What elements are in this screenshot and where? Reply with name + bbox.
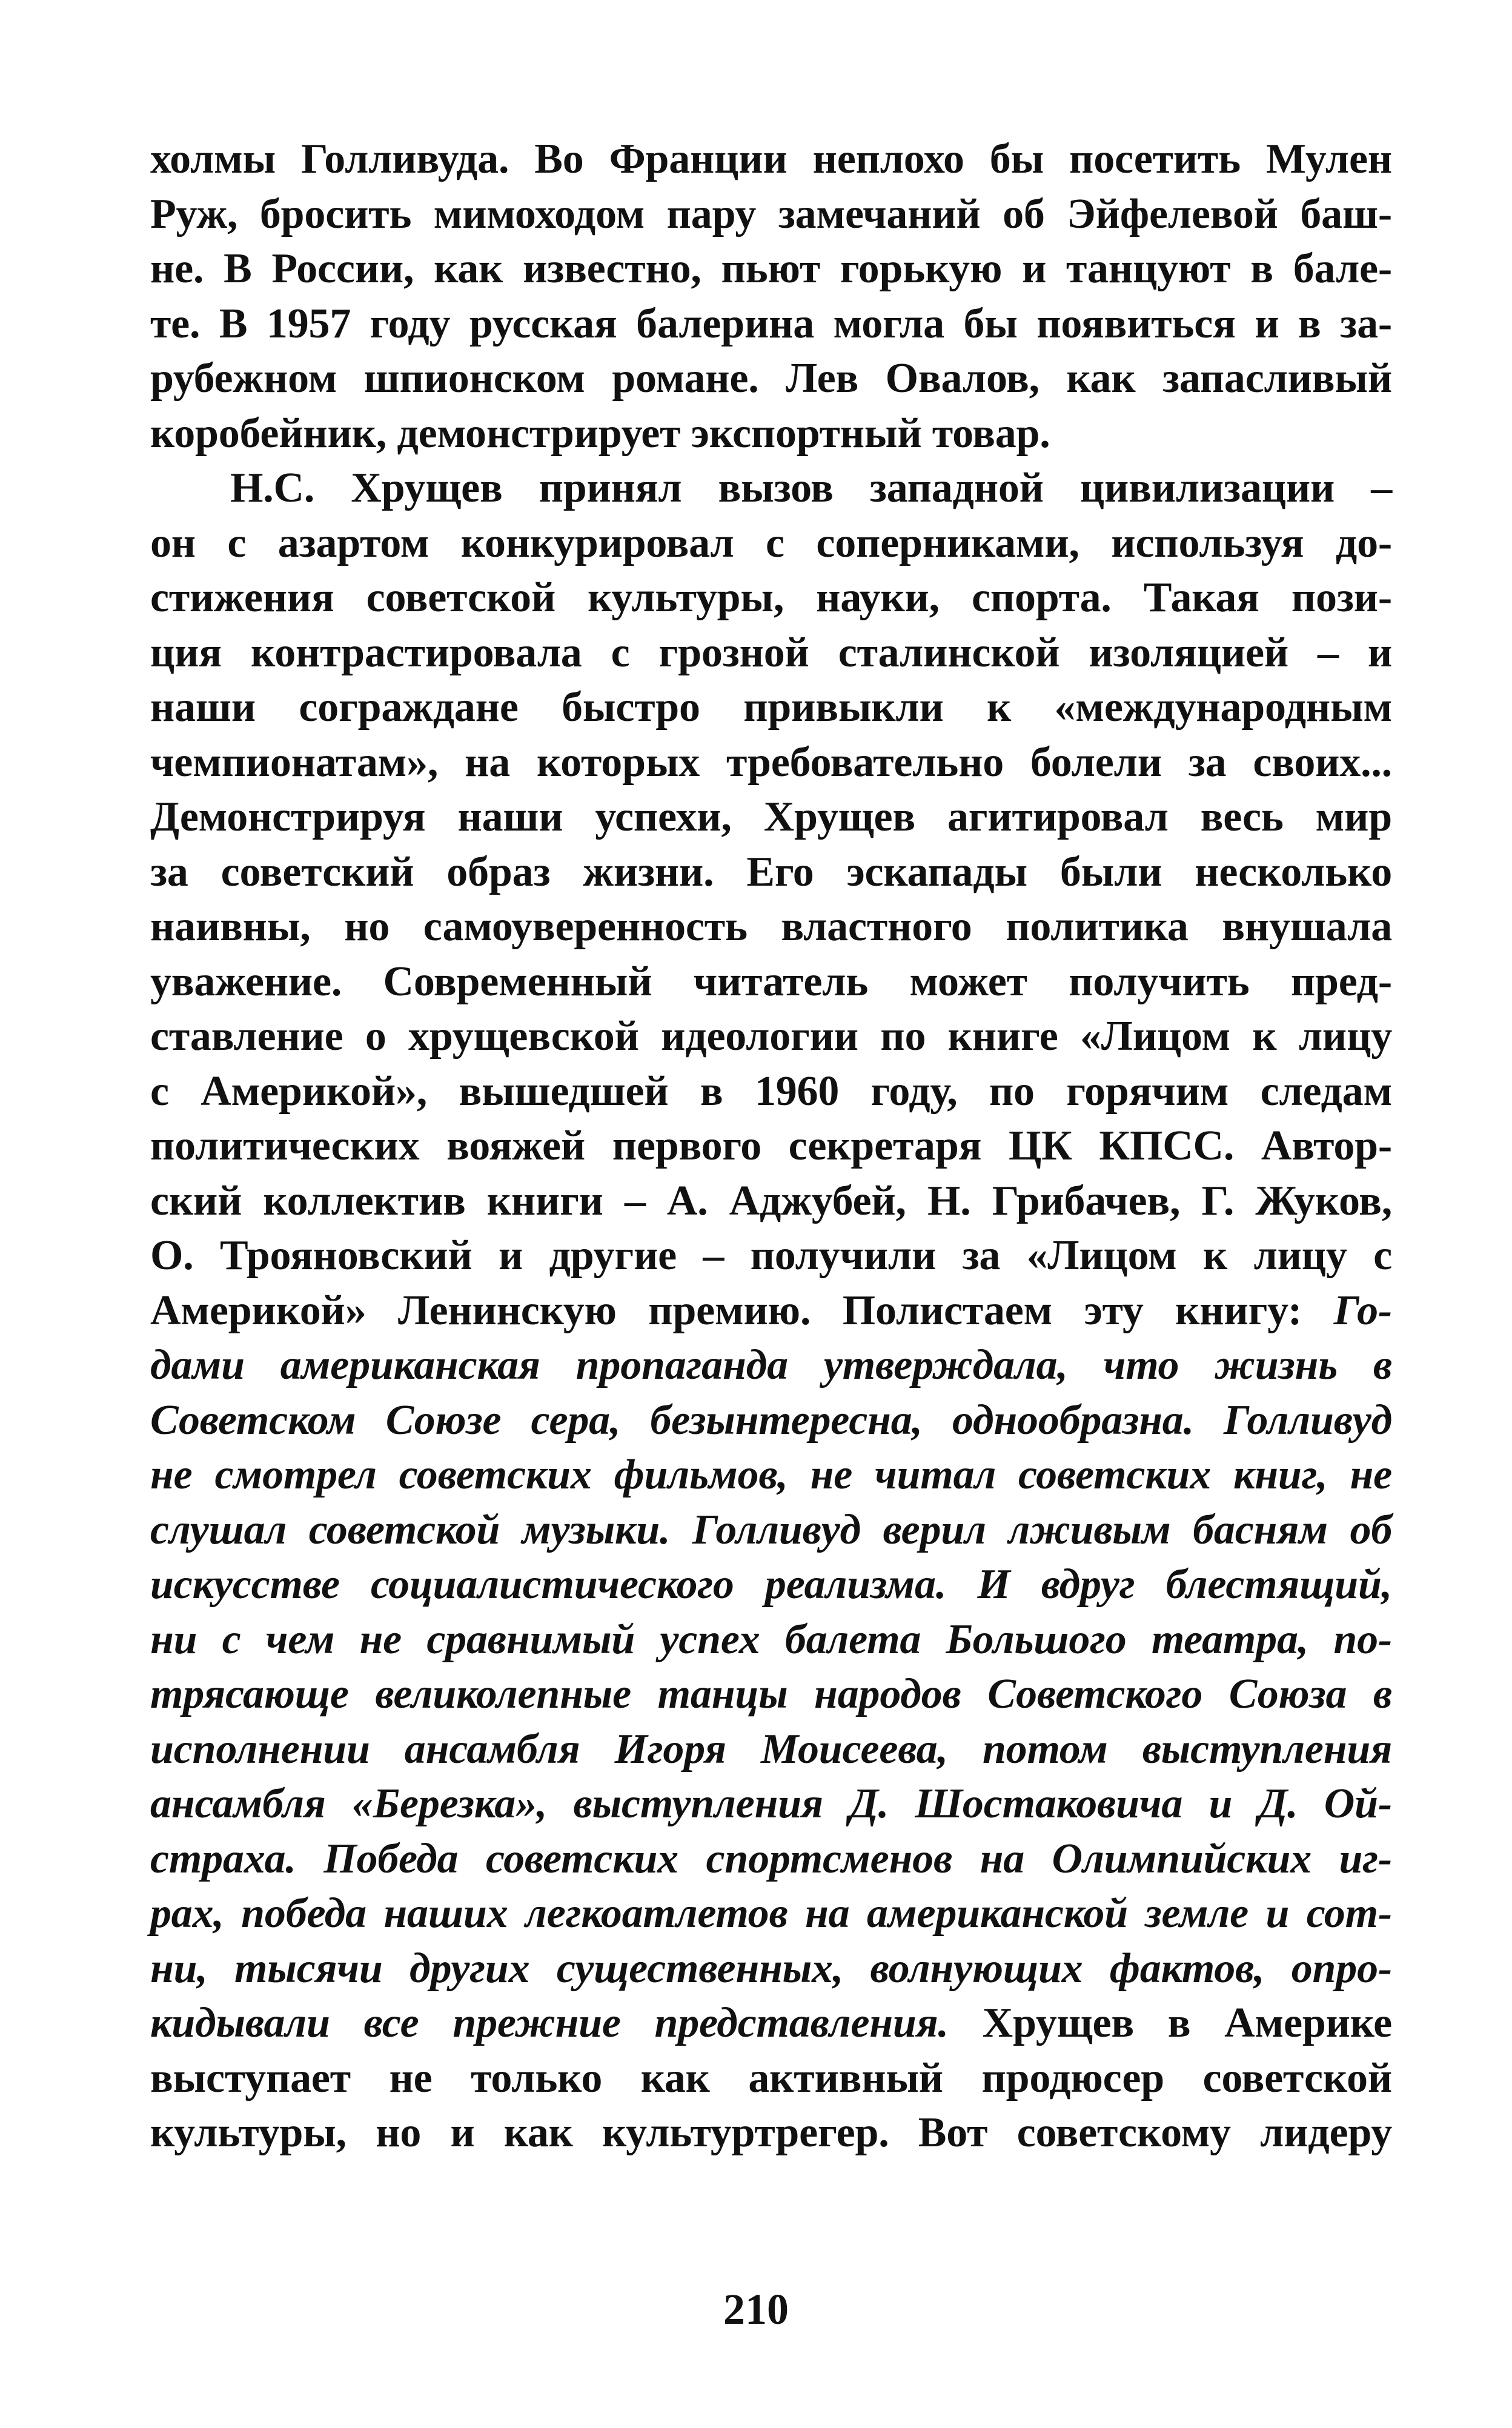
text-line: трясающе великолепные танцы народов Советского Союза в (150, 1671, 1392, 1717)
text-line: с Америкой», вышедшей в 1960 году, по горячим следам (150, 1067, 1392, 1115)
text-line: рубежном шпионском романе. Лев Овалов, как запасливый (150, 355, 1392, 402)
text-line: ни, тысячи других существенных, волнующих фактов, опро- (150, 1945, 1392, 1992)
text-line: ский коллектив книги – А. Аджубей, Н. Грибачев, Г. Жуков, (150, 1177, 1392, 1224)
text-line: О. Трояновский и другие – получили за «Лицом к лицу с (150, 1232, 1392, 1279)
text-line: Советском Союзе сера, безынтересна, однообразна. Голливуд (150, 1396, 1392, 1444)
text-line: Демонстрируя наши успехи, Хрущев агитировал весь мир (150, 794, 1392, 840)
text-line: за советский образ жизни. Его эскапады были несколько (150, 848, 1392, 895)
text-line: ансамбля «Березка», выступления Д. Шостаковича и Д. Ой- (150, 1780, 1392, 1827)
text-line: Н.С. Хрущев принял вызов западной цивилизации – (230, 465, 1392, 511)
text-line: не смотрел советских фильмов, не читал советских книг, не (150, 1451, 1392, 1498)
text-line: наивны, но самоуверенность властного политика внушала (150, 903, 1392, 950)
text-line: коробейник, демонстрирует экспортный товар. (150, 410, 1050, 457)
text-line: Америкой» Ленинскую премию. Полистаем эту книгу: Го- (150, 1287, 1392, 1334)
text-line: кидывали все прежние представления. Хрущев в Америке (150, 2000, 1392, 2046)
page-number: 210 (723, 2285, 789, 2333)
text-line: культуры, но и как культуртрегер. Вот советскому лидеру (150, 2109, 1392, 2156)
text-line: дами американская пропаганда утверждала, что жизнь в (150, 1342, 1392, 1388)
text-line: рах, победа наших легкоатлетов на американской земле и сот- (150, 1890, 1392, 1937)
text-line: чемпионатам», на которых требовательно болели за своих... (150, 738, 1392, 786)
text-line: исполнении ансамбля Игоря Моисеева, потом выступления (150, 1725, 1392, 1773)
text-line: выступает не только как активный продюсер советской (150, 2054, 1392, 2101)
text-line: те. В 1957 году русская балерина могла бы появиться и в за- (150, 300, 1392, 347)
text-line: ция контрастировала с грозной сталинской изоляцией – и (150, 629, 1392, 676)
text-line: наши сограждане быстро привыкли к «международным (150, 684, 1392, 731)
text-line: уважение. Современный читатель может получить пред- (150, 958, 1392, 1005)
text-line: холмы Голливуда. Во Франции неплохо бы посетить Мулен (150, 136, 1392, 182)
text-line: ставление о хрущевской идеологии по книге «Лицом к лицу (150, 1013, 1392, 1060)
page-body (150, 132, 1392, 2161)
text-line: ни с чем не сравнимый успех балета Большого театра, по- (150, 1616, 1392, 1663)
text-line: политических вояжей первого секретаря ЦК КПСС. Автор- (150, 1123, 1392, 1169)
text-line: он с азартом конкурировал с соперниками, используя до- (150, 519, 1392, 566)
text-line: искусстве социалистического реализма. И вдруг блестящий, (150, 1561, 1392, 1608)
text-line: страха. Победа советских спортсменов на Олимпийских иг- (150, 1835, 1392, 1882)
text-line: Руж, бросить мимоходом пару замечаний об Эйфелевой баш- (150, 190, 1392, 237)
text-line: стижения советской культуры, науки, спорта. Такая пози- (150, 574, 1392, 621)
text-line: слушал советской музыки. Голливуд верил лживым басням об (150, 1506, 1392, 1553)
text-line: не. В России, как известно, пьют горькую и танцуют в бале- (150, 245, 1392, 292)
